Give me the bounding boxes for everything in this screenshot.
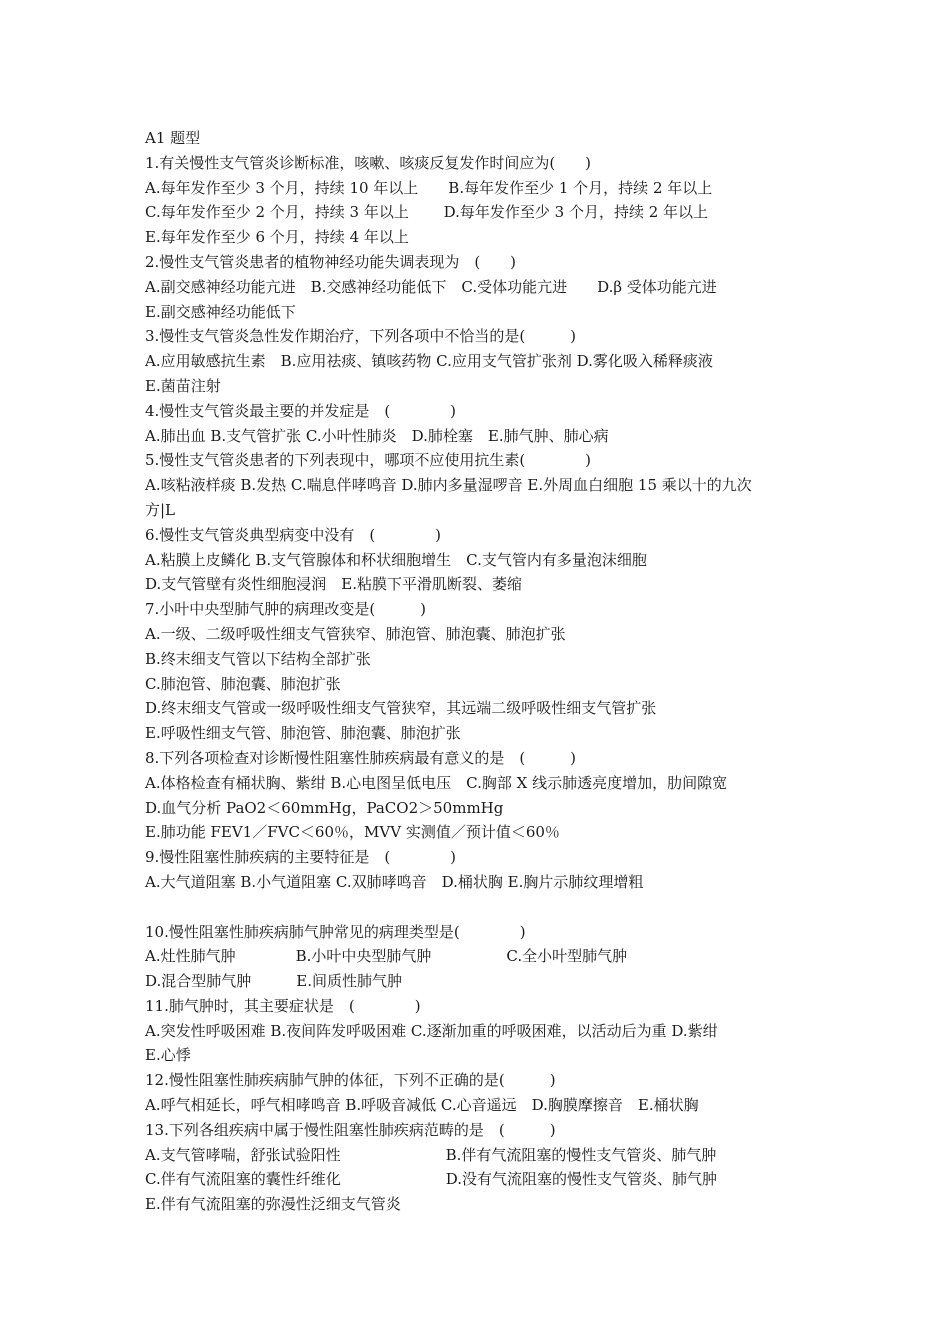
text-line: D.血气分析 PaO2＜60mmHg，PaCO2＞50mmHg — [145, 798, 504, 817]
text-line: E.心悸 — [145, 1046, 191, 1065]
text-line: A.每年发作至少 3 个月，持续 10 年以上 B.每年发作至少 1 个月，持续 2 年以上 — [145, 178, 713, 197]
text-line: A.应用敏感抗生素 B.应用祛痰、镇咳药物 C.应用支气管扩张剂 D.雾化吸入稀释痰液 — [145, 352, 713, 371]
text-line: D.支气管壁有炎性细胞浸润 E.粘膜下平滑肌断裂、萎缩 — [145, 575, 522, 594]
text-line: A.灶性肺气肿 B.小叶中央型肺气肿 C.全小叶型肺气肿 — [145, 947, 628, 966]
text-line: A.呼气相延长，呼气相哮鸣音 B.呼吸音减低 C.心音遥远 D.胸膜摩擦音 E.桶状胸 — [145, 1096, 699, 1115]
text-line: 2.慢性支气管炎患者的植物神经功能失调表现为 ( ) — [145, 252, 517, 271]
text-line: E.副交感神经功能低下 — [145, 302, 296, 321]
text-line: 8.下列各项检查对诊断慢性阻塞性肺疾病最有意义的是 ( ) — [145, 748, 577, 767]
text-line: A.一级、二级呼吸性细支气管狭窄、肺泡管、肺泡囊、肺泡扩张 — [145, 624, 566, 643]
blank-line — [145, 895, 845, 920]
text-line: D.终末细支气管或一级呼吸性细支气管狭窄，其远端二级呼吸性细支气管扩张 — [145, 699, 657, 718]
text-line: A.粘膜上皮鳞化 B.支气管腺体和杯状细胞增生 C.支气管内有多量泡沫细胞 — [145, 550, 647, 569]
text-line: B.终末细支气管以下结构全部扩张 — [145, 649, 371, 668]
text-line: 10.慢性阻塞性肺疾病肺气肿常见的病理类型是( ) — [145, 922, 526, 941]
exam-questions-text — [145, 126, 845, 1217]
text-line: 6.慢性支气管炎典型病变中没有 ( ) — [145, 525, 442, 544]
text-line: 11.肺气肿时，其主要症状是 ( ) — [145, 996, 421, 1015]
text-line: E.呼吸性细支气管、肺泡管、肺泡囊、肺泡扩张 — [145, 724, 461, 743]
text-line: 1.有关慢性支气管炎诊断标准，咳嗽、咳痰反复发作时间应为( ) — [145, 153, 592, 172]
text-line: A.咳粘液样痰 B.发热 C.喘息伴哮鸣音 D.肺内多量湿啰音 E.外周血白细胞 15 乘以十的九次 — [145, 476, 752, 495]
text-line: 方|L — [145, 500, 176, 519]
text-line: A.体格检查有桶状胸、紫绀 B.心电图呈低电压 C.胸部 X 线示肺透亮度增加，肋间隙宽 — [145, 773, 728, 792]
text-line: D.混合型肺气肿 E.间质性肺气肿 — [145, 972, 402, 991]
text-line: 7.小叶中央型肺气肿的病理改变是( ) — [145, 600, 427, 619]
text-line: A.支气管哮喘，舒张试验阳性 B.伴有气流阻塞的慢性支气管炎、肺气肿 — [145, 1145, 717, 1164]
text-line: A.突发性呼吸困难 B.夜间阵发呼吸困难 C.逐渐加重的呼吸困难，以活动后为重 D.紫绀 — [145, 1021, 718, 1040]
text-line: 13.下列各组疾病中属于慢性阻塞性肺疾病范畴的是 ( ) — [145, 1120, 556, 1139]
text-line: E.伴有气流阻塞的弥漫性泛细支气管炎 — [145, 1195, 401, 1214]
text-line: C.伴有气流阻塞的囊性纤维化 D.没有气流阻塞的慢性支气管炎、肺气肿 — [145, 1170, 717, 1189]
text-line: 4.慢性支气管炎最主要的并发症是 ( ) — [145, 401, 457, 420]
text-line: 5.慢性支气管炎患者的下列表现中，哪项不应使用抗生素( ) — [145, 451, 592, 470]
text-line: E.肺功能 FEV1／FVC＜60％，MVV 实测值／预计值＜60％ — [145, 823, 560, 842]
text-line: 3.慢性支气管炎急性发作期治疗，下列各项中不恰当的是( ) — [145, 327, 577, 346]
text-line: E.每年发作至少 6 个月，持续 4 年以上 — [145, 228, 409, 247]
text-line: C.肺泡管、肺泡囊、肺泡扩张 — [145, 674, 341, 693]
text-line: A.大气道阻塞 B.小气道阻塞 C.双肺哮鸣音 D.桶状胸 E.胸片示肺纹理增粗 — [145, 872, 644, 891]
text-line: A.肺出血 B.支气管扩张 C.小叶性肺炎 D.肺栓塞 E.肺气肿、肺心病 — [145, 426, 609, 445]
text-line: E.菌苗注射 — [145, 376, 221, 395]
text-line: 12.慢性阻塞性肺疾病肺气肿的体征，下列不正确的是( ) — [145, 1071, 556, 1090]
text-line: A1 题型 — [145, 129, 201, 147]
text-line: A.副交感神经功能亢进 B.交感神经功能低下 C.受体功能亢进 D.β 受体功能亢进 — [145, 277, 717, 296]
text-line: C.每年发作至少 2 个月，持续 3 年以上 D.每年发作至少 3 个月，持续 2 年以上 — [145, 203, 709, 222]
text-line: 9.慢性阻塞性肺疾病的主要特征是 ( ) — [145, 848, 457, 867]
